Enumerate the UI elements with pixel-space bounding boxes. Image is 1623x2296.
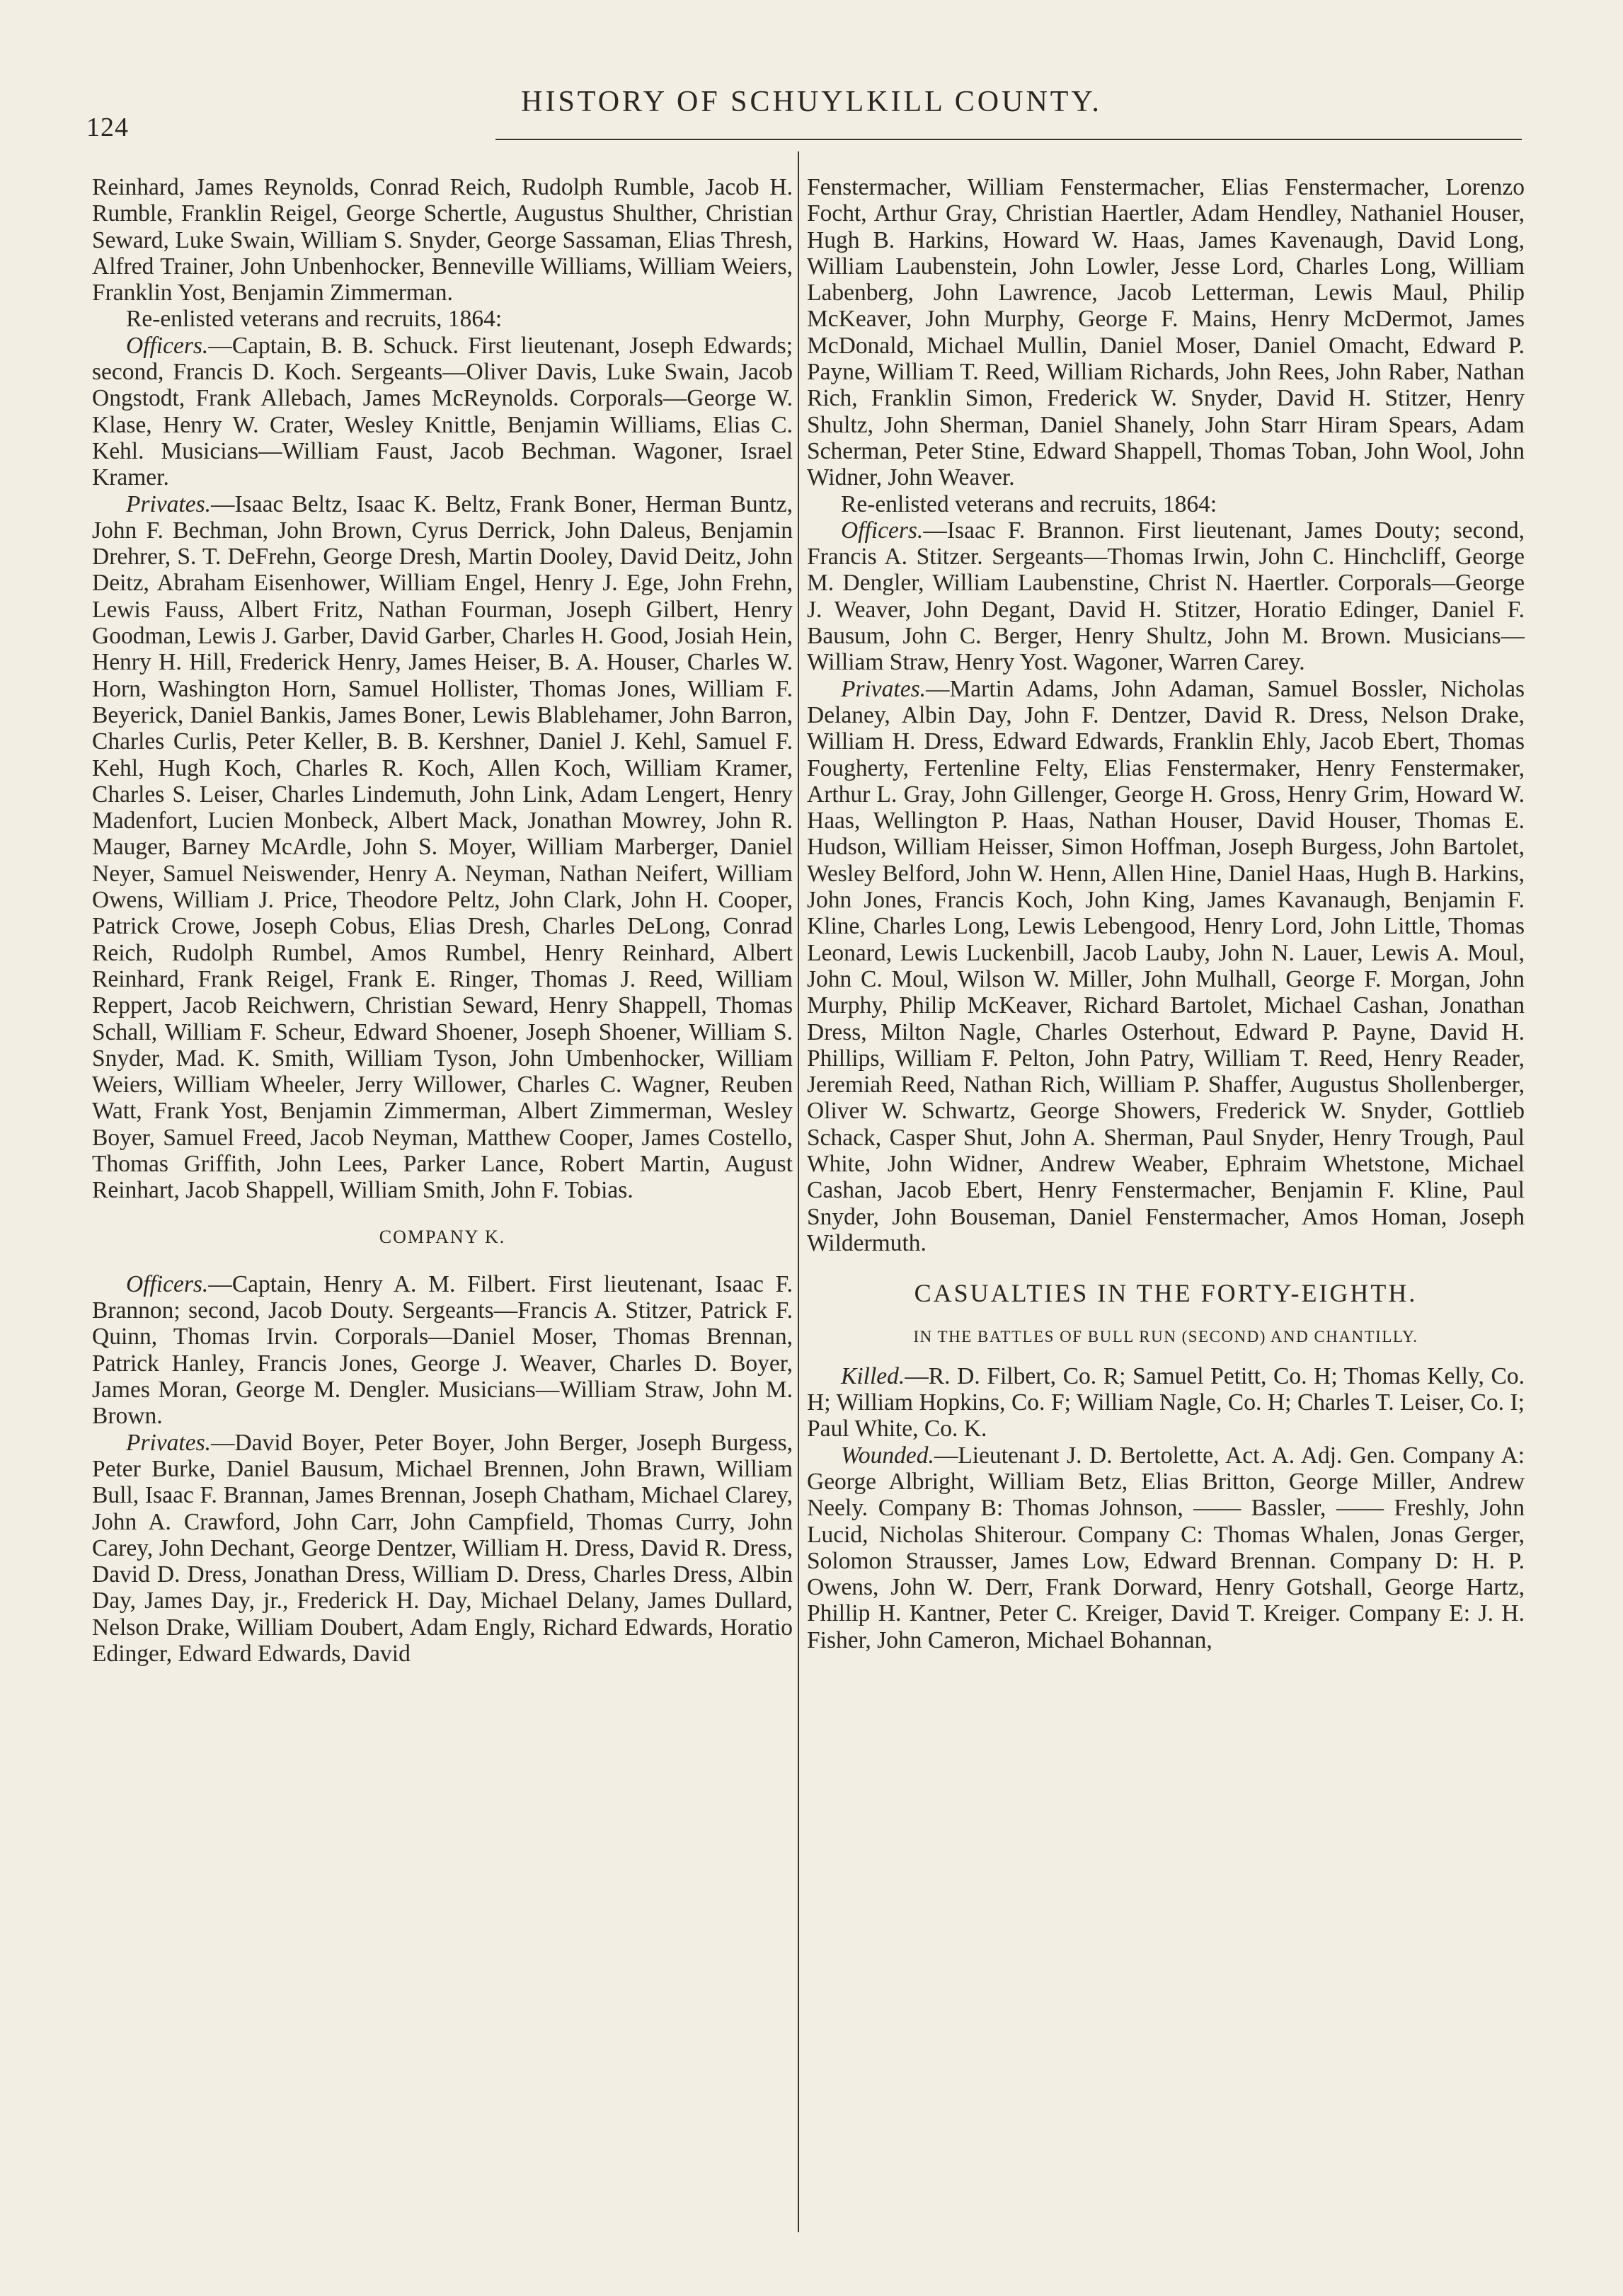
officers-label: Officers. — [126, 332, 209, 359]
reenlisted-heading: Re-enlisted veterans and recruits, 1864: — [126, 306, 503, 333]
company-k-privates-continued: Fenstermacher, William Fenstermacher, Elias Fenstermacher, Lorenzo Focht, Arthur Gray, Christian Haertler, Adam Hendley, Nathaniel Houser, Hugh B. Harkins, Howard W. Haas, James Kavenaugh, David Long, William Laubenstein, John Lowler, Jesse Lord, Charles Long, William Labenberg, John Lawrence, Jacob Letterman, Lewis Maul, Philip McKeaver, John Murphy, George F. Mains, Henry McDermot, James McDonald, Michael Mullin, Daniel Moser, Daniel Omacht, Edward P. Payne, William T. Reed, William Richards, John Rees, John Raber, Nathan Rich, Franklin Simon, Frederick W. Snyder, David H. Stitzer, Henry Shultz, John Sherman, Daniel Shanely, John Starr Hiram Spears, Adam Scherman, Peter Stine, Edward Shappell, Thomas Toban, John Wool, John Widner, John Weaver. — [807, 174, 1525, 491]
column-divider — [798, 151, 799, 2232]
header-rule — [495, 139, 1522, 140]
reenlisted-heading-k: Re-enlisted veterans and recruits, 1864: — [841, 490, 1217, 517]
running-title: HISTORY OF SCHUYLKILL COUNTY. — [521, 86, 1102, 118]
company-roster-continued: Reinhard, James Reynolds, Conrad Reich, Rudolph Rumble, Jacob H. Rumble, Franklin Reigel, George Schertle, Augustus Shulther, Christian Seward, Luke Swain, William S. Snyder, George Sassaman, Elias Thresh, Alfred Trainer, John Unbenhocker, Benneville Williams, William Weiers, Franklin Yost, Benjamin Zimmerman. — [92, 174, 793, 306]
company-k-heading: COMPANY K. — [379, 1226, 506, 1247]
company-k-officers-paragraph — [92, 1271, 793, 1430]
privates-label: Privates. — [126, 490, 212, 517]
reenlisted-officers-text: —Isaac F. Brannon. First lieutenant, James Douty; second, Francis A. Stitzer. Sergeants—Thomas Irwin, John C. Hinchcliff, George M. Dengler, William Laubenstine, Christ N. Haertler. Corporals—George J. Weaver, John Degant, David H. Stitzer, Horatio Edinger, Daniel F. Bausum, John C. Berger, Henry Shultz, John M. Brown. Musicians—William Straw, Henry Yost. Wagoner, Warren Carey. — [807, 517, 1525, 676]
killed-label: Killed. — [841, 1362, 905, 1389]
reenlisted-officers-label: Officers. — [841, 517, 924, 544]
company-k-privates-text: —David Boyer, Peter Boyer, John Berger, Joseph Burgess, Peter Burke, Daniel Bausum, Michael Brennen, John Brawn, William Bull, Isaac F. Brannan, James Brennan, Joseph Chatham, Michael Clarey, John A. Crawford, John Carr, John Campfield, Thomas Curry, John Carey, John Dechant, George Dentzer, William H. Dress, David R. Dress, David D. Dress, Jonathan Dress, William D. Dress, Charles Dress, Albin Day, James Day, jr., Frederick H. Day, Michael Delany, James Dullard, Nelson Drake, William Doubert, Adam Engly, Richard Edwards, Horatio Edinger, Edward Edwards, David — [92, 1429, 793, 1668]
right-column — [807, 174, 1525, 1653]
reenlisted-privates-label: Privates. — [841, 675, 927, 702]
privates-paragraph — [92, 491, 793, 1204]
privates-text: —Isaac Beltz, Isaac K. Beltz, Frank Boner, Herman Buntz, John F. Bechman, John Brown, Cyrus Derrick, John Daleus, Benjamin Drehrer, S. T. DeFrehn, George Dresh, Martin Dooley, David Deitz, John Deitz, Abraham Eisenhower, William Engel, Henry J. Ege, John Frehn, Lewis Fauss, Albert Fritz, Nathan Fourman, Joseph Gilbert, Henry Goodman, Lewis J. Garber, David Garber, Charles H. Good, Josiah Hein, Henry H. Hill, Frederick Henry, James Heiser, B. A. Houser, Charles W. Horn, Washington Horn, Samuel Hollister, Thomas Jones, William F. Beyerick, Daniel Bankis, James Boner, Lewis Blablehamer, John Barron, Charles Curlis, Peter Keller, B. B. Kershner, Daniel J. Kehl, Samuel F. Kehl, Hugh Koch, Charles R. Koch, Allen Koch, William Kramer, Charles S. Leiser, Charles Lindemuth, John Link, Adam Lengert, Henry Madenfort, Lucien Monbeck, Albert Mack, Jonathan Mowrey, John R. Mauger, Barney McArdle, John S. Moyer, William Marberger, Daniel Neyer, Samuel Neiswender, Henry A. Neyman, Nathan Neifert, William Owens, William J. Price, Theodore Peltz, John Clark, John H. Cooper, Patrick Crowe, Joseph Cobus, Elias Dresh, Charles DeLong, Conrad Reich, Rudolph Rumbel, Amos Rumbel, Henry Reinhard, Albert Reinhard, Frank Reigel, Frank E. Ringer, Thomas J. Reed, William Reppert, Jacob Reichwern, Christian Seward, Henry Shappell, Thomas Schall, William F. Scheur, Edward Shoener, Joseph Shoener, William S. Snyder, Mad. K. Smith, William Tyson, John Umbenhocker, William Weiers, William Wheeler, Jerry Willower, Charles C. Wagner, Reuben Watt, Frank Yost, Benjamin Zimmerman, Albert Zimmerman, Wesley Boyer, Samuel Freed, Jacob Neyman, Matthew Cooper, James Costello, Thomas Griffith, John Lees, Parker Lance, Robert Martin, August Reinhart, Jacob Shappell, William Smith, John F. Tobias. — [92, 490, 793, 1204]
reenlisted-privates-paragraph — [807, 676, 1525, 1257]
company-k-privates-paragraph — [92, 1430, 793, 1668]
wounded-text: —Lieutenant J. D. Bertolette, Act. A. Adj. Gen. Company A: George Albright, William Betz, Elias Britton, George Miller, Andrew Neely. Company B: Thomas Johnson, —— Bassler, —— Freshly, John Lucid, Nicholas Shiterour. Company C: Thomas Whalen, Jonas Gerger, Solomon Strausser, James Low, Edward Brennan. Company D: H. P. Owens, John W. Derr, Frank Dorward, Henry Gotshall, George Hartz, Phillip H. Kantner, Peter C. Kreiger, David T. Kreiger. Company E: J. H. Fisher, John Cameron, Michael Bohannan, — [807, 1442, 1525, 1653]
casualties-title: CASUALTIES IN THE FORTY-EIGHTH. — [914, 1279, 1418, 1308]
left-column — [92, 174, 793, 1667]
officers-paragraph — [92, 333, 793, 491]
wounded-label: Wounded. — [841, 1442, 934, 1469]
company-k-officers-text: —Captain, Henry A. M. Filbert. First lieutenant, Isaac F. Brannon; second, Jacob Douty. Sergeants—Francis A. Stitzer, Patrick F. Quinn, Thomas Irvin. Corporals—Daniel Moser, Thomas Brennan, Patrick Hanley, Francis Jones, George J. Weaver, Charles D. Boyer, James Moran, George M. Dengler. Musicians—William Straw, John M. Brown. — [92, 1270, 793, 1430]
casualties-subtitle: IN THE BATTLES OF BULL RUN (SECOND) AND CHANTILLY. — [913, 1328, 1418, 1346]
wounded-paragraph — [807, 1442, 1525, 1653]
page-number: 124 — [86, 113, 129, 142]
reenlisted-privates-text: —Martin Adams, John Adaman, Samuel Bossler, Nicholas Delaney, Albin Day, John F. Dentzer, David R. Dress, Nelson Drake, William H. Dress, Edward Edwards, Franklin Ehly, Jacob Ebert, Thomas Fougherty, Fertenline Felty, Elias Fenstermaker, Henry Fenstermaker, Arthur L. Gray, John Gillenger, George H. Gross, Henry Grim, Howard W. Haas, Wellington P. Haas, Nathan Houser, David Houser, Thomas E. Hudson, William Heisser, Simon Hoffman, Joseph Burgess, John Bartolet, Wesley Belford, John W. Henn, Allen Hine, Daniel Haas, Hugh B. Harkins, John Jones, Francis Koch, John King, James Kavanaugh, Benjamin F. Kline, Charles Long, Lewis Lebengood, Henry Lord, John Little, Thomas Leonard, Lewis Luckenbill, Jacob Lauby, John N. Lauer, Lewis A. Moul, John C. Moul, Wilson W. Miller, John Mulhall, George F. Morgan, John Murphy, Philip McKeaver, Richard Bartolet, Michael Cashan, Jonathan Dress, Milton Nagle, Charles Osterhout, Edward P. Payne, David H. Phillips, William F. Pelton, John Patry, William T. Reed, Henry Reader, Jeremiah Reed, Nathan Rich, William P. Shaffer, Augustus Shollenberger, Oliver W. Schwartz, George Showers, Frederick W. Snyder, Gottlieb Schack, Casper Shut, John A. Sherman, Paul Snyder, Henry Trough, Paul White, John Widner, Andrew Weaber, Ephraim Whetstone, Michael Cashan, Jacob Ebert, Henry Fenstermacher, Benjamin F. Kline, Paul Snyder, John Bouseman, Daniel Fenstermacher, Amos Homan, Joseph Wildermuth. — [807, 675, 1525, 1256]
officers-text: —Captain, B. B. Schuck. First lieutenant, Joseph Edwards; second, Francis D. Koch. Sergeants—Oliver Davis, Luke Swain, Jacob Ongstodt, Frank Allebach, James McReynolds. Corporals—George W. Klase, Henry W. Crater, Wesley Knittle, Benjamin Williams, Elias C. Kehl. Musicians—William Faust, Jacob Bechman. Wagoner, Israel Kramer. — [92, 332, 793, 491]
company-k-privates-label: Privates. — [126, 1429, 212, 1456]
killed-paragraph — [807, 1363, 1525, 1442]
killed-text: —R. D. Filbert, Co. R; Samuel Petitt, Co. H; Thomas Kelly, Co. H; William Hopkins, Co. F; William Nagle, Co. H; Charles T. Leiser, Co. I; Paul White, Co. K. — [807, 1362, 1525, 1442]
company-k-officers-label: Officers. — [126, 1270, 209, 1297]
reenlisted-officers-paragraph — [807, 517, 1525, 676]
